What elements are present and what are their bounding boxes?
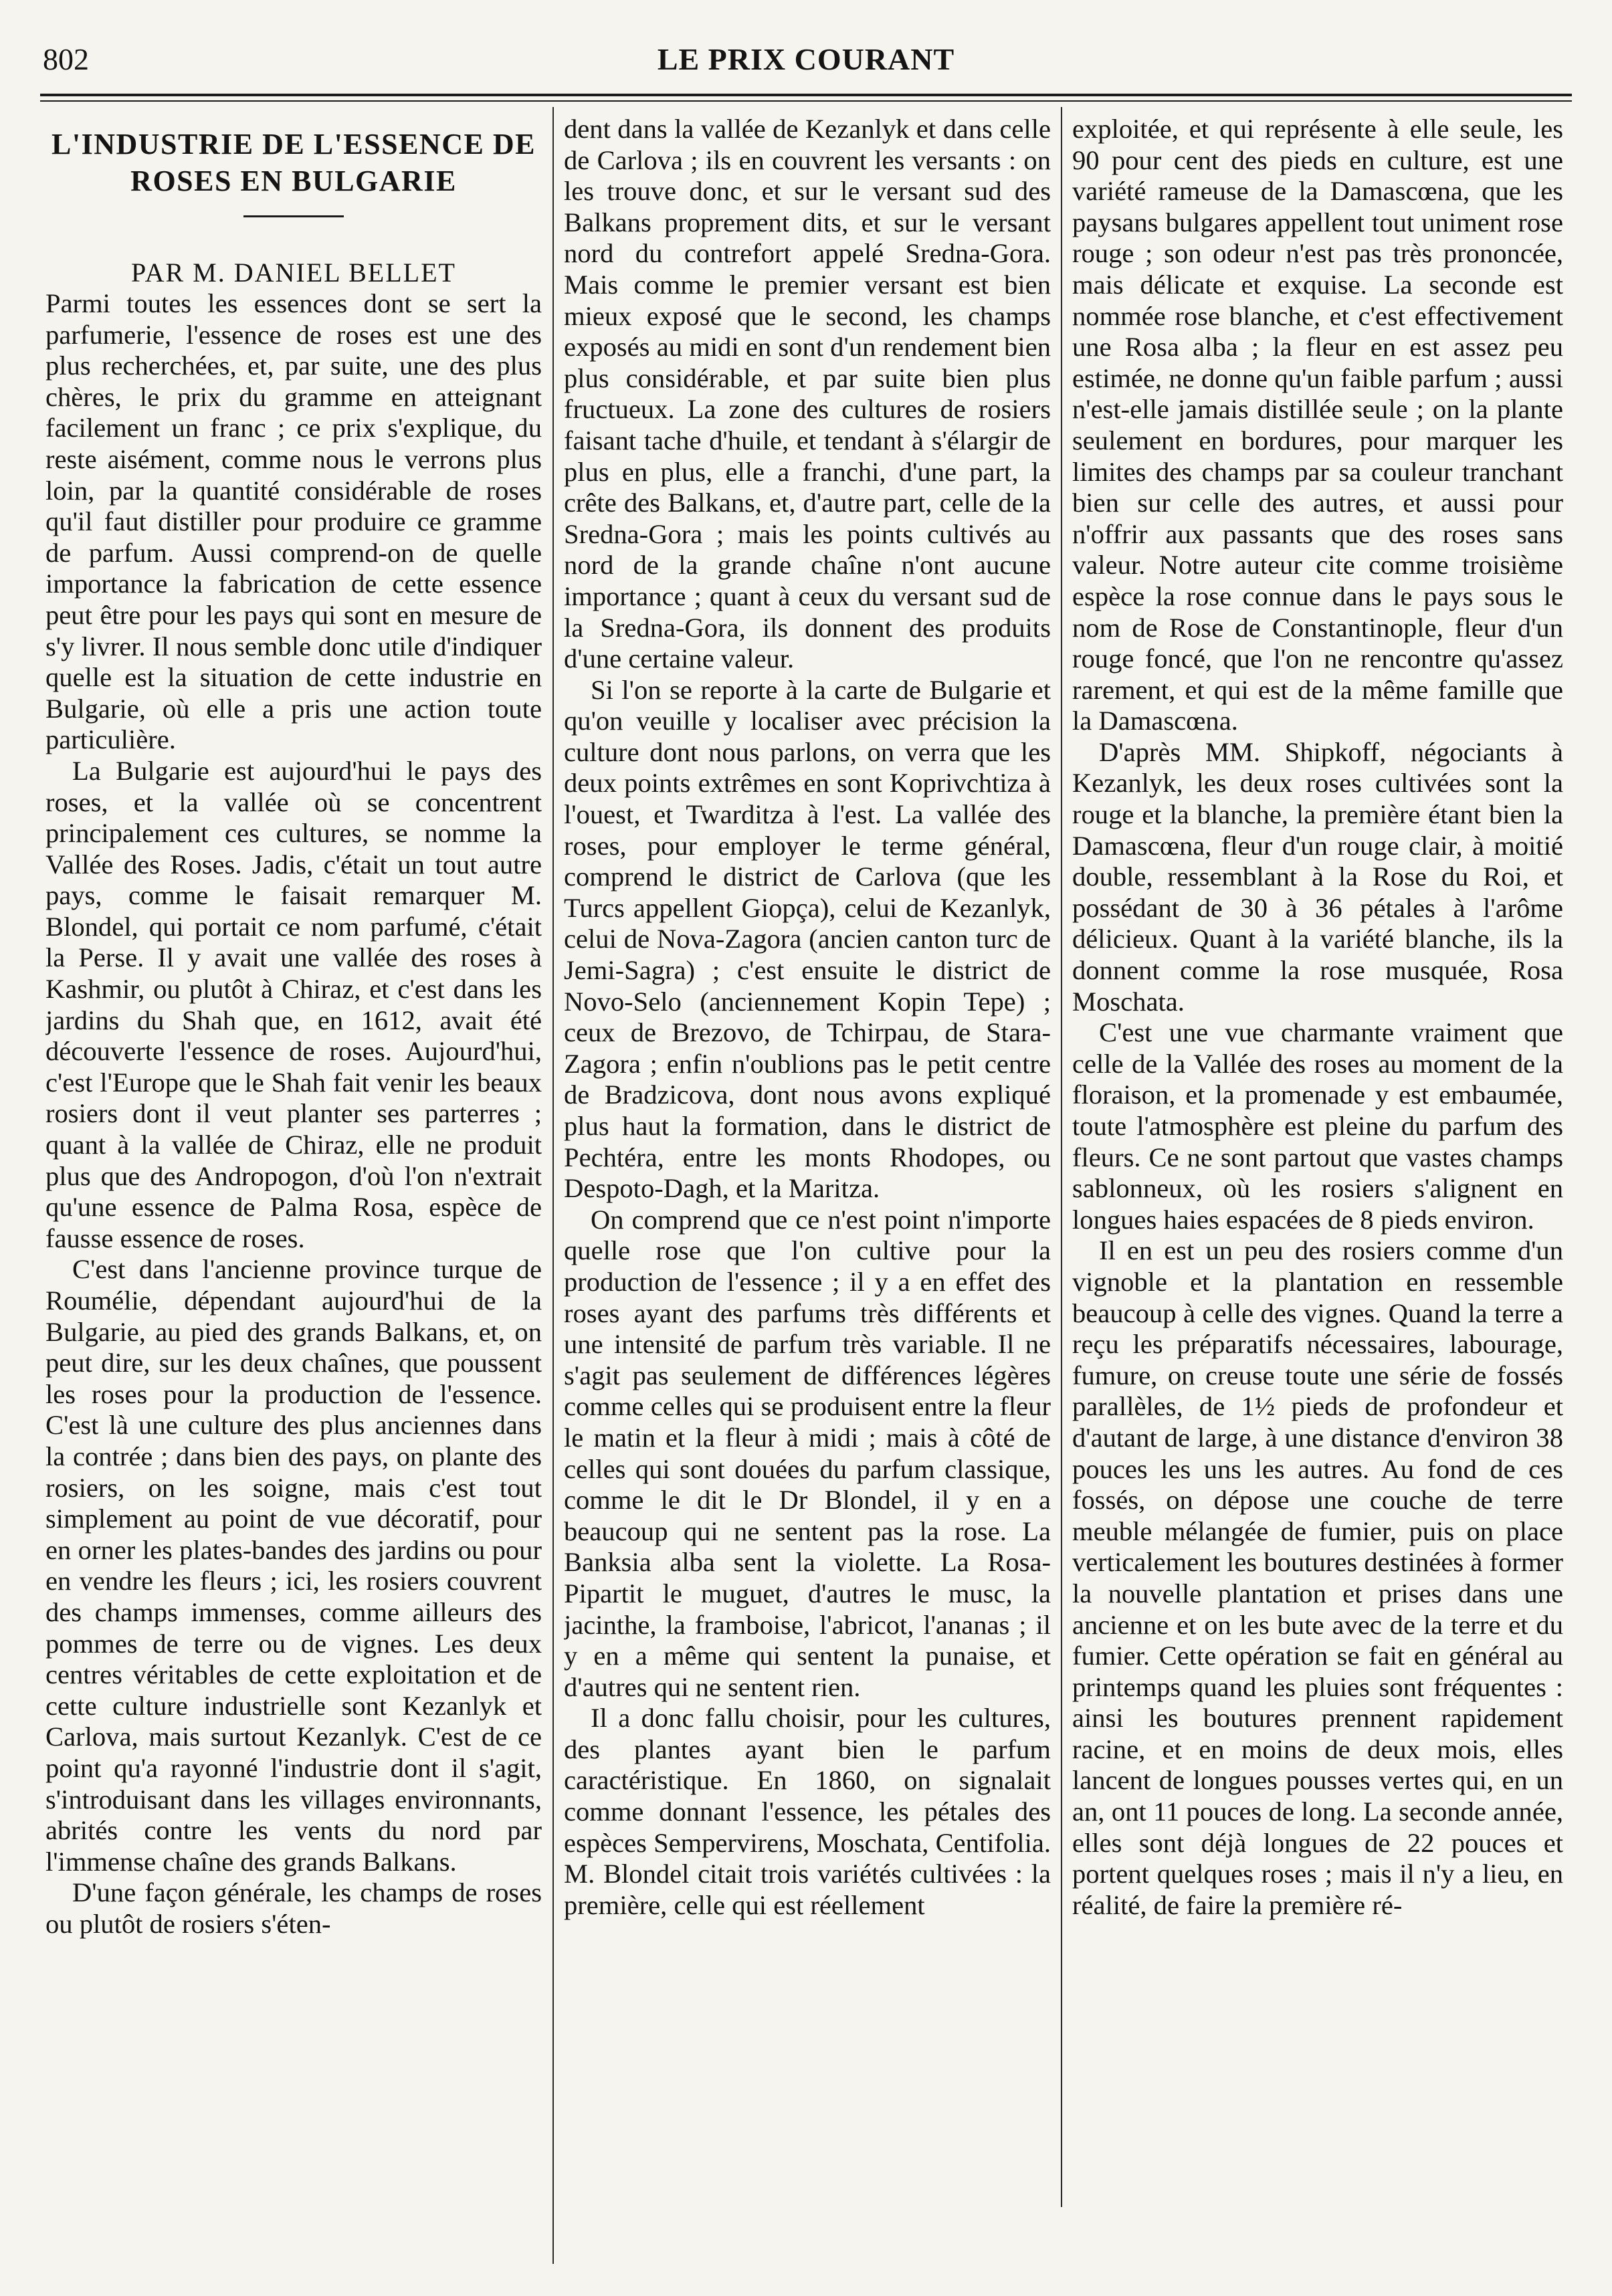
paragraph: Il en est un peu des rosiers comme d'un vignoble et la plantation en ressemble beaucoup à celle des vignes. Quand la terre a reçu les préparatifs nécessaires, labourage, fumure, on creuse toute une série de fossés parallèles, de 1½ pieds de profondeur et d'autant de large, à une distance d'environ 38 pouces les uns les autres. Au fond de ces fossés, on dépose une couche de terre meuble mélangée de fumier, puis on place verticalement les boutures destinées à former la nouvelle plantation et prises dans une ancienne et on les bute avec de la terre et du fumier. Cette opération se fait en général au printemps quand les pluies sont fréquentes : ainsi les boutures prennent rapidement racine, et en moins de deux mois, elles lancent de longues pousses vertes qui, en un an, ont 11 pouces de long. La seconde année, elles sont déjà longues de 22 pouces et portent quelques roses ; mais il n'y a lieu, en réalité, de faire la première ré- xyxy=(1072,1235,1563,1920)
paragraph: C'est une vue charmante vraiment que celle de la Vallée des roses au moment de la floraison, et la promenade y est embaumée, toute l'atmosphère est pleine du parfum des fleurs. Ce ne sont partout que vastes champs sablonneux, où les rosiers s'alignent en longues haies espacées de 8 pieds environ. xyxy=(1072,1017,1563,1235)
column-1-text xyxy=(45,288,542,1940)
column-separator xyxy=(1061,107,1062,2207)
byline: PAR M. DANIEL BELLET xyxy=(131,257,456,288)
column-3-text xyxy=(1072,114,1563,1921)
paragraph: Si l'on se reporte à la carte de Bulgarie et qu'on veuille y localiser avec précision la culture dont nous parlons, on verra que les deux points extrêmes en sont Koprivchtiza à l'ouest, et Twarditza à l'est. La vallée des roses, pour employer le terme général, comprend le district de Carlova (que les Turcs appellent Giopça), celui de Kezanlyk, celui de Nova-Zagora (ancien canton turc de Jemi-Sagra) ; c'est ensuite le district de Novo-Selo (anciennement Kopin Tepe) ; ceux de Brezovo, de Tchirpau, de Stara-Zagora ; enfin n'oublions pas le petit centre de Bradzicova, dont nous avons expliqué plus haut la formation, dans le district de Pechtéra, entre les monts Rhodopes, ou Despoto-Dagh, et la Maritza. xyxy=(564,674,1051,1204)
page-number: 802 xyxy=(43,42,89,76)
paragraph: Parmi toutes les essences dont se sert la parfumerie, l'essence de roses est une des plus recherchées, et, par suite, une des plus chères, le prix du gramme en atteignant facilement un franc ; ce prix s'explique, du reste aisément, comme nous le verrons plus loin, par la quantité considérable de roses qu'il faut distiller pour produire ce gramme de parfum. Aussi comprend-on de quelle importance la fabrication de cette essence peut être pour les pays qui sont en mesure de s'y livrer. Il nous semble donc utile d'indiquer quelle est la situation de cette industrie en Bulgarie, où elle a pris une action toute particulière. xyxy=(45,288,542,755)
article-title: L'INDUSTRIE DE L'ESSENCE DE ROSES EN BULGARIE xyxy=(52,128,536,197)
paragraph: Il a donc fallu choisir, pour les cultures, des plantes ayant bien le parfum caractéristique. En 1860, on signalait comme donnant l'essence, les pétales des espèces Sempervirens, Moschata, Centifolia. M. Blondel citait trois variétés cultivées : la première, celle qui est réellement xyxy=(564,1703,1051,1920)
paragraph: La Bulgarie est aujourd'hui le pays des roses, et la vallée où se concentrent principalement ces cultures, se nomme la Vallée des Roses. Jadis, c'était un tout autre pays, comme le faisait remarquer M. Blondel, qui portait ce nom parfumé, c'était la Perse. Il y avait une vallée des roses à Kashmir, ou plutôt à Chiraz, et c'est dans les jardins du Shah que, en 1612, avait été découverte l'essence de roses. Aujourd'hui, c'est l'Europe que le Shah fait venir les beaux rosiers dont il veut planter ses parterres ; quant à la vallée de Chiraz, elle ne produit plus que des Andropogon, d'où l'on n'extrait qu'une essence de Palma Rosa, espèce de fausse essence de roses. xyxy=(45,755,542,1253)
paragraph: C'est dans l'ancienne province turque de Roumélie, dépendant aujourd'hui de la Bulgarie, au pied des grands Balkans, et, on peut dire, sur les deux chaînes, que poussent les roses pour la production de l'essence. C'est là une culture des plus anciennes dans la contrée ; dans bien des pays, on plante des rosiers, on les soigne, mais c'est tout simplement au point de vue décoratif, pour en orner les plates-bandes des jardins ou pour en vendre les fleurs ; ici, les rosiers couvrent des champs immenses, comme ailleurs des pommes de terre ou de vignes. Les deux centres véritables de cette exploitation et de cette culture industrielle sont Kezanlyk et Carlova, mais surtout Kezanlyk. C'est de ce point qu'a rayonné l'industrie dont il s'agit, s'introduisant dans les villages environnants, abrités contre les vents du nord par l'immense chaîne des grands Balkans. xyxy=(45,1254,542,1877)
running-title: LE PRIX COURANT xyxy=(657,42,955,76)
column-2 xyxy=(564,114,1051,2281)
paragraph: D'après MM. Shipkoff, négociants à Kezanlyk, les deux roses cultivées sont la rouge et la blanche, la première étant bien la Damascœna, fleur d'un rouge clair, à moitié double, ressemblant à la Rose du Roi, et possédant de 30 à 36 pétales à l'arôme délicieux. Quant à la variété blanche, ils la donnent comme la rose musquée, Rosa Moschata. xyxy=(1072,736,1563,1017)
paragraph: D'une façon générale, les champs de roses ou plutôt de rosiers s'éten- xyxy=(45,1877,542,1939)
header-rule-thick xyxy=(40,94,1572,96)
column-separator xyxy=(552,107,554,2264)
header-rule-thin xyxy=(40,100,1572,102)
column-1 xyxy=(45,114,542,2281)
column-2-text xyxy=(564,114,1051,1921)
paragraph: exploitée, et qui représente à elle seule, les 90 pour cent des pieds en culture, est une variété rameuse de la Damascœna, que les paysans bulgares appellent tout uniment rose rouge ; son odeur n'est pas très prononcée, mais délicate et exquise. La seconde est nommée rose blanche, et c'est effectivement une Rosa alba ; la fleur en est assez peu estimée, ne donne qu'un faible parfum ; aussi n'est-elle jamais distillée seule ; on la plante seulement en bordures, pour marquer les limites des champs par sa couleur tranchant bien sur celle des autres, et aussi pour n'offrir aux passants que des roses sans valeur. Notre auteur cite comme troisième espèce la rose connue dans le pays sous le nom de Rose de Constantinople, fleur d'un rouge foncé, que l'on ne rencontre qu'assez rarement, et qui est de la même famille que la Damascœna. xyxy=(1072,114,1563,736)
paragraph: dent dans la vallée de Kezanlyk et dans celle de Carlova ; ils en couvrent les versants : on les trouve donc, et sur le versant sud des Balkans proprement dits, et sur le versant nord du contrefort appelé Sredna-Gora. Mais comme le premier versant est bien mieux exposé que le second, les champs exposés au midi en sont d'un rendement bien plus considérable, et par suite bien plus fructueux. La zone des cultures de rosiers faisant tache d'huile, et tendant à s'élargir de plus en plus, elle a franchi, d'une part, la crête des Balkans, et, d'autre part, celle de la Sredna-Gora ; mais les points cultivés au nord de la grande chaîne n'ont aucune importance ; quant à ceux du versant sud de la Sredna-Gora, ils donnent des produits d'une certaine valeur. xyxy=(564,114,1051,674)
paragraph: On comprend que ce n'est point n'importe quelle rose que l'on cultive pour la production de l'essence ; il y a en effet des roses ayant des parfums très différents et une intensité de parfum très variable. Il ne s'agit pas seulement de différences légères comme celles qui se produisent entre la fleur le matin et la fleur à midi ; mais à côté de celles qui sont douées du parfum classique, comme le dit le Dr Blondel, il y en a beaucoup qui ne sentent pas la rose. La Banksia alba sent la violette. La Rosa-Pipartit le muguet, d'autres le musc, la jacinthe, la framboise, l'abricot, l'ananas ; il y en a même qui sentent la punaise, et d'autres qui ne sentent rien. xyxy=(564,1204,1051,1702)
column-3 xyxy=(1072,114,1563,2281)
page-header xyxy=(40,39,1572,86)
title-rule xyxy=(243,215,344,217)
